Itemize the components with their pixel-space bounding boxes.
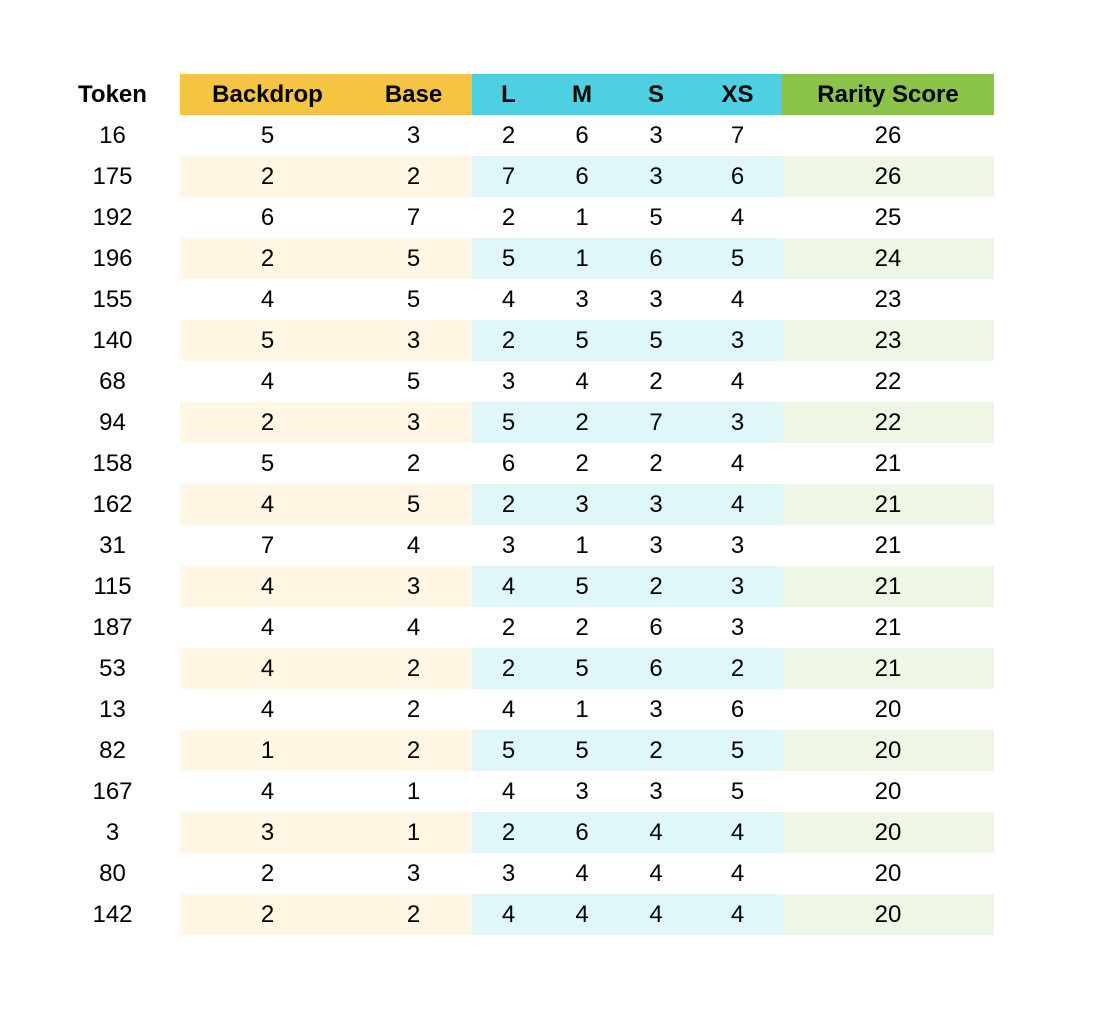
cell-base: 2 xyxy=(406,449,421,477)
cell-rarity-score: 26 xyxy=(874,121,902,149)
table-row xyxy=(45,771,994,812)
cell-base: 1 xyxy=(406,777,421,805)
cell-m: 3 xyxy=(545,484,619,525)
cell-rarity-score: 22 xyxy=(782,402,994,443)
cell-token: 142 xyxy=(92,900,133,928)
cell-m: 3 xyxy=(575,285,589,313)
cell-backdrop: 5 xyxy=(260,121,275,149)
cell-token: 53 xyxy=(99,654,126,682)
cell-base: 3 xyxy=(355,402,472,443)
cell-s: 6 xyxy=(619,648,693,689)
table-row xyxy=(45,320,994,361)
cell-token: 175 xyxy=(92,162,133,190)
cell-s: 4 xyxy=(619,812,693,853)
cell-m: 4 xyxy=(545,894,619,935)
cell-l: 4 xyxy=(501,777,516,805)
cell-m: 4 xyxy=(575,367,589,395)
cell-l: 6 xyxy=(501,449,516,477)
header-l: L xyxy=(472,74,545,115)
cell-rarity-score: 20 xyxy=(782,812,994,853)
cell-l: 2 xyxy=(501,203,516,231)
cell-m: 1 xyxy=(575,531,589,559)
cell-l: 5 xyxy=(472,730,545,771)
cell-token: 13 xyxy=(99,695,126,723)
header-token: Token xyxy=(78,80,147,108)
table-row xyxy=(45,607,994,648)
cell-rarity-score: 20 xyxy=(782,730,994,771)
cell-xs: 4 xyxy=(730,285,745,313)
cell-base: 3 xyxy=(406,859,421,887)
cell-backdrop: 1 xyxy=(180,730,355,771)
header-backdrop: Backdrop xyxy=(180,74,355,115)
cell-l: 2 xyxy=(472,320,545,361)
cell-xs: 4 xyxy=(693,812,782,853)
cell-rarity-score: 23 xyxy=(782,320,994,361)
cell-s: 2 xyxy=(619,730,693,771)
cell-base: 2 xyxy=(355,894,472,935)
cell-xs: 6 xyxy=(730,695,745,723)
cell-token: 80 xyxy=(99,859,126,887)
cell-token: 115 xyxy=(93,572,132,600)
rarity-score-table xyxy=(45,74,994,935)
cell-l: 7 xyxy=(472,156,545,197)
cell-rarity-score: 21 xyxy=(874,613,902,641)
cell-backdrop: 4 xyxy=(260,695,275,723)
cell-base: 4 xyxy=(406,531,421,559)
header-rarity-score: Rarity Score xyxy=(782,74,994,115)
table-row xyxy=(45,115,994,156)
cell-m: 6 xyxy=(545,812,619,853)
table-row xyxy=(45,156,994,197)
cell-m: 6 xyxy=(575,121,589,149)
cell-m: 6 xyxy=(545,156,619,197)
cell-xs: 4 xyxy=(730,367,745,395)
cell-m: 1 xyxy=(575,203,589,231)
cell-token: 16 xyxy=(99,121,126,149)
cell-rarity-score: 20 xyxy=(874,777,902,805)
cell-base: 7 xyxy=(406,203,421,231)
cell-rarity-score: 21 xyxy=(782,648,994,689)
cell-rarity-score: 21 xyxy=(782,566,994,607)
cell-backdrop: 2 xyxy=(180,156,355,197)
cell-l: 5 xyxy=(472,238,545,279)
header-s: S xyxy=(619,74,693,115)
cell-xs: 4 xyxy=(693,894,782,935)
cell-m: 2 xyxy=(575,613,589,641)
cell-rarity-score: 26 xyxy=(782,156,994,197)
cell-l: 2 xyxy=(501,613,516,641)
cell-backdrop: 4 xyxy=(180,648,355,689)
cell-s: 6 xyxy=(619,238,693,279)
table-row xyxy=(45,484,994,525)
cell-base: 4 xyxy=(406,613,421,641)
cell-token: 196 xyxy=(92,244,133,272)
cell-rarity-score: 25 xyxy=(874,203,902,231)
cell-xs: 2 xyxy=(693,648,782,689)
cell-xs: 5 xyxy=(693,730,782,771)
cell-s: 3 xyxy=(619,156,693,197)
cell-backdrop: 4 xyxy=(180,566,355,607)
cell-s: 2 xyxy=(619,566,693,607)
table-row xyxy=(45,279,994,320)
header-row xyxy=(45,74,994,115)
header-xs: XS xyxy=(693,74,782,115)
cell-s: 4 xyxy=(619,894,693,935)
cell-s: 2 xyxy=(649,449,663,477)
cell-m: 2 xyxy=(575,449,589,477)
cell-l: 2 xyxy=(501,121,516,149)
cell-xs: 7 xyxy=(730,121,745,149)
cell-s: 3 xyxy=(649,695,663,723)
cell-l: 2 xyxy=(472,812,545,853)
cell-token: 31 xyxy=(99,531,126,559)
cell-xs: 5 xyxy=(693,238,782,279)
cell-base: 5 xyxy=(406,367,421,395)
cell-l: 3 xyxy=(501,859,516,887)
cell-rarity-score: 20 xyxy=(782,894,994,935)
cell-l: 4 xyxy=(501,695,516,723)
table-row xyxy=(45,402,994,443)
cell-backdrop: 2 xyxy=(180,894,355,935)
cell-token: 158 xyxy=(92,449,133,477)
cell-m: 1 xyxy=(545,238,619,279)
cell-rarity-score: 21 xyxy=(874,449,902,477)
cell-backdrop: 2 xyxy=(260,859,275,887)
cell-l: 4 xyxy=(501,285,516,313)
cell-s: 3 xyxy=(649,777,663,805)
table-row xyxy=(45,197,994,238)
cell-l: 4 xyxy=(472,566,545,607)
cell-xs: 4 xyxy=(693,484,782,525)
cell-m: 4 xyxy=(575,859,589,887)
cell-backdrop: 5 xyxy=(260,449,275,477)
cell-token: 167 xyxy=(92,777,133,805)
cell-xs: 5 xyxy=(730,777,745,805)
cell-s: 5 xyxy=(619,320,693,361)
cell-backdrop: 7 xyxy=(260,531,275,559)
cell-xs: 4 xyxy=(730,859,745,887)
cell-base: 5 xyxy=(355,484,472,525)
table-row xyxy=(45,648,994,689)
cell-l: 3 xyxy=(501,367,516,395)
cell-xs: 6 xyxy=(693,156,782,197)
cell-l: 4 xyxy=(472,894,545,935)
cell-xs: 3 xyxy=(693,566,782,607)
cell-s: 4 xyxy=(649,859,663,887)
cell-m: 2 xyxy=(545,402,619,443)
cell-s: 7 xyxy=(619,402,693,443)
cell-base: 2 xyxy=(355,730,472,771)
cell-token: 140 xyxy=(92,326,133,354)
cell-m: 5 xyxy=(545,648,619,689)
header-base: Base xyxy=(355,74,472,115)
cell-backdrop: 3 xyxy=(180,812,355,853)
cell-backdrop: 4 xyxy=(260,367,275,395)
table-row xyxy=(45,730,994,771)
cell-xs: 3 xyxy=(693,402,782,443)
table-body xyxy=(45,115,994,935)
cell-m: 5 xyxy=(545,320,619,361)
table-row xyxy=(45,361,994,402)
cell-s: 6 xyxy=(649,613,663,641)
cell-m: 5 xyxy=(545,730,619,771)
cell-s: 3 xyxy=(649,285,663,313)
table-row xyxy=(45,689,994,730)
cell-rarity-score: 21 xyxy=(874,531,902,559)
cell-l: 3 xyxy=(501,531,516,559)
cell-s: 3 xyxy=(649,531,663,559)
cell-rarity-score: 20 xyxy=(874,859,902,887)
cell-xs: 3 xyxy=(693,320,782,361)
cell-backdrop: 4 xyxy=(260,613,275,641)
cell-rarity-score: 22 xyxy=(874,367,902,395)
cell-backdrop: 6 xyxy=(260,203,275,231)
cell-m: 3 xyxy=(575,777,589,805)
cell-backdrop: 5 xyxy=(180,320,355,361)
cell-m: 5 xyxy=(545,566,619,607)
cell-xs: 4 xyxy=(730,449,745,477)
cell-base: 5 xyxy=(406,285,421,313)
cell-base: 2 xyxy=(355,648,472,689)
cell-xs: 3 xyxy=(730,613,745,641)
cell-rarity-score: 23 xyxy=(874,285,902,313)
header-m: M xyxy=(545,74,619,115)
table-row xyxy=(45,443,994,484)
cell-base: 2 xyxy=(406,695,421,723)
table-row xyxy=(45,812,994,853)
cell-s: 3 xyxy=(649,121,663,149)
cell-s: 2 xyxy=(649,367,663,395)
cell-xs: 4 xyxy=(730,203,745,231)
cell-base: 3 xyxy=(355,566,472,607)
cell-backdrop: 4 xyxy=(180,484,355,525)
table-row xyxy=(45,894,994,935)
cell-s: 5 xyxy=(649,203,663,231)
cell-token: 187 xyxy=(92,613,133,641)
cell-xs: 3 xyxy=(730,531,745,559)
cell-l: 2 xyxy=(472,648,545,689)
table-row xyxy=(45,566,994,607)
cell-s: 3 xyxy=(619,484,693,525)
cell-token: 82 xyxy=(99,736,126,764)
cell-rarity-score: 20 xyxy=(874,695,902,723)
cell-backdrop: 4 xyxy=(260,777,275,805)
cell-base: 5 xyxy=(355,238,472,279)
cell-backdrop: 2 xyxy=(180,402,355,443)
cell-base: 1 xyxy=(355,812,472,853)
cell-base: 2 xyxy=(355,156,472,197)
cell-base: 3 xyxy=(355,320,472,361)
table-row xyxy=(45,238,994,279)
table-row xyxy=(45,525,994,566)
cell-backdrop: 4 xyxy=(260,285,275,313)
cell-token: 3 xyxy=(105,818,120,846)
cell-token: 192 xyxy=(92,203,133,231)
cell-m: 1 xyxy=(575,695,589,723)
cell-token: 94 xyxy=(99,408,126,436)
cell-rarity-score: 24 xyxy=(782,238,994,279)
cell-base: 3 xyxy=(406,121,421,149)
table-row xyxy=(45,853,994,894)
cell-backdrop: 2 xyxy=(180,238,355,279)
cell-l: 2 xyxy=(472,484,545,525)
cell-rarity-score: 21 xyxy=(782,484,994,525)
cell-token: 162 xyxy=(92,490,133,518)
cell-l: 5 xyxy=(472,402,545,443)
cell-token: 68 xyxy=(99,367,126,395)
cell-token: 155 xyxy=(92,285,133,313)
